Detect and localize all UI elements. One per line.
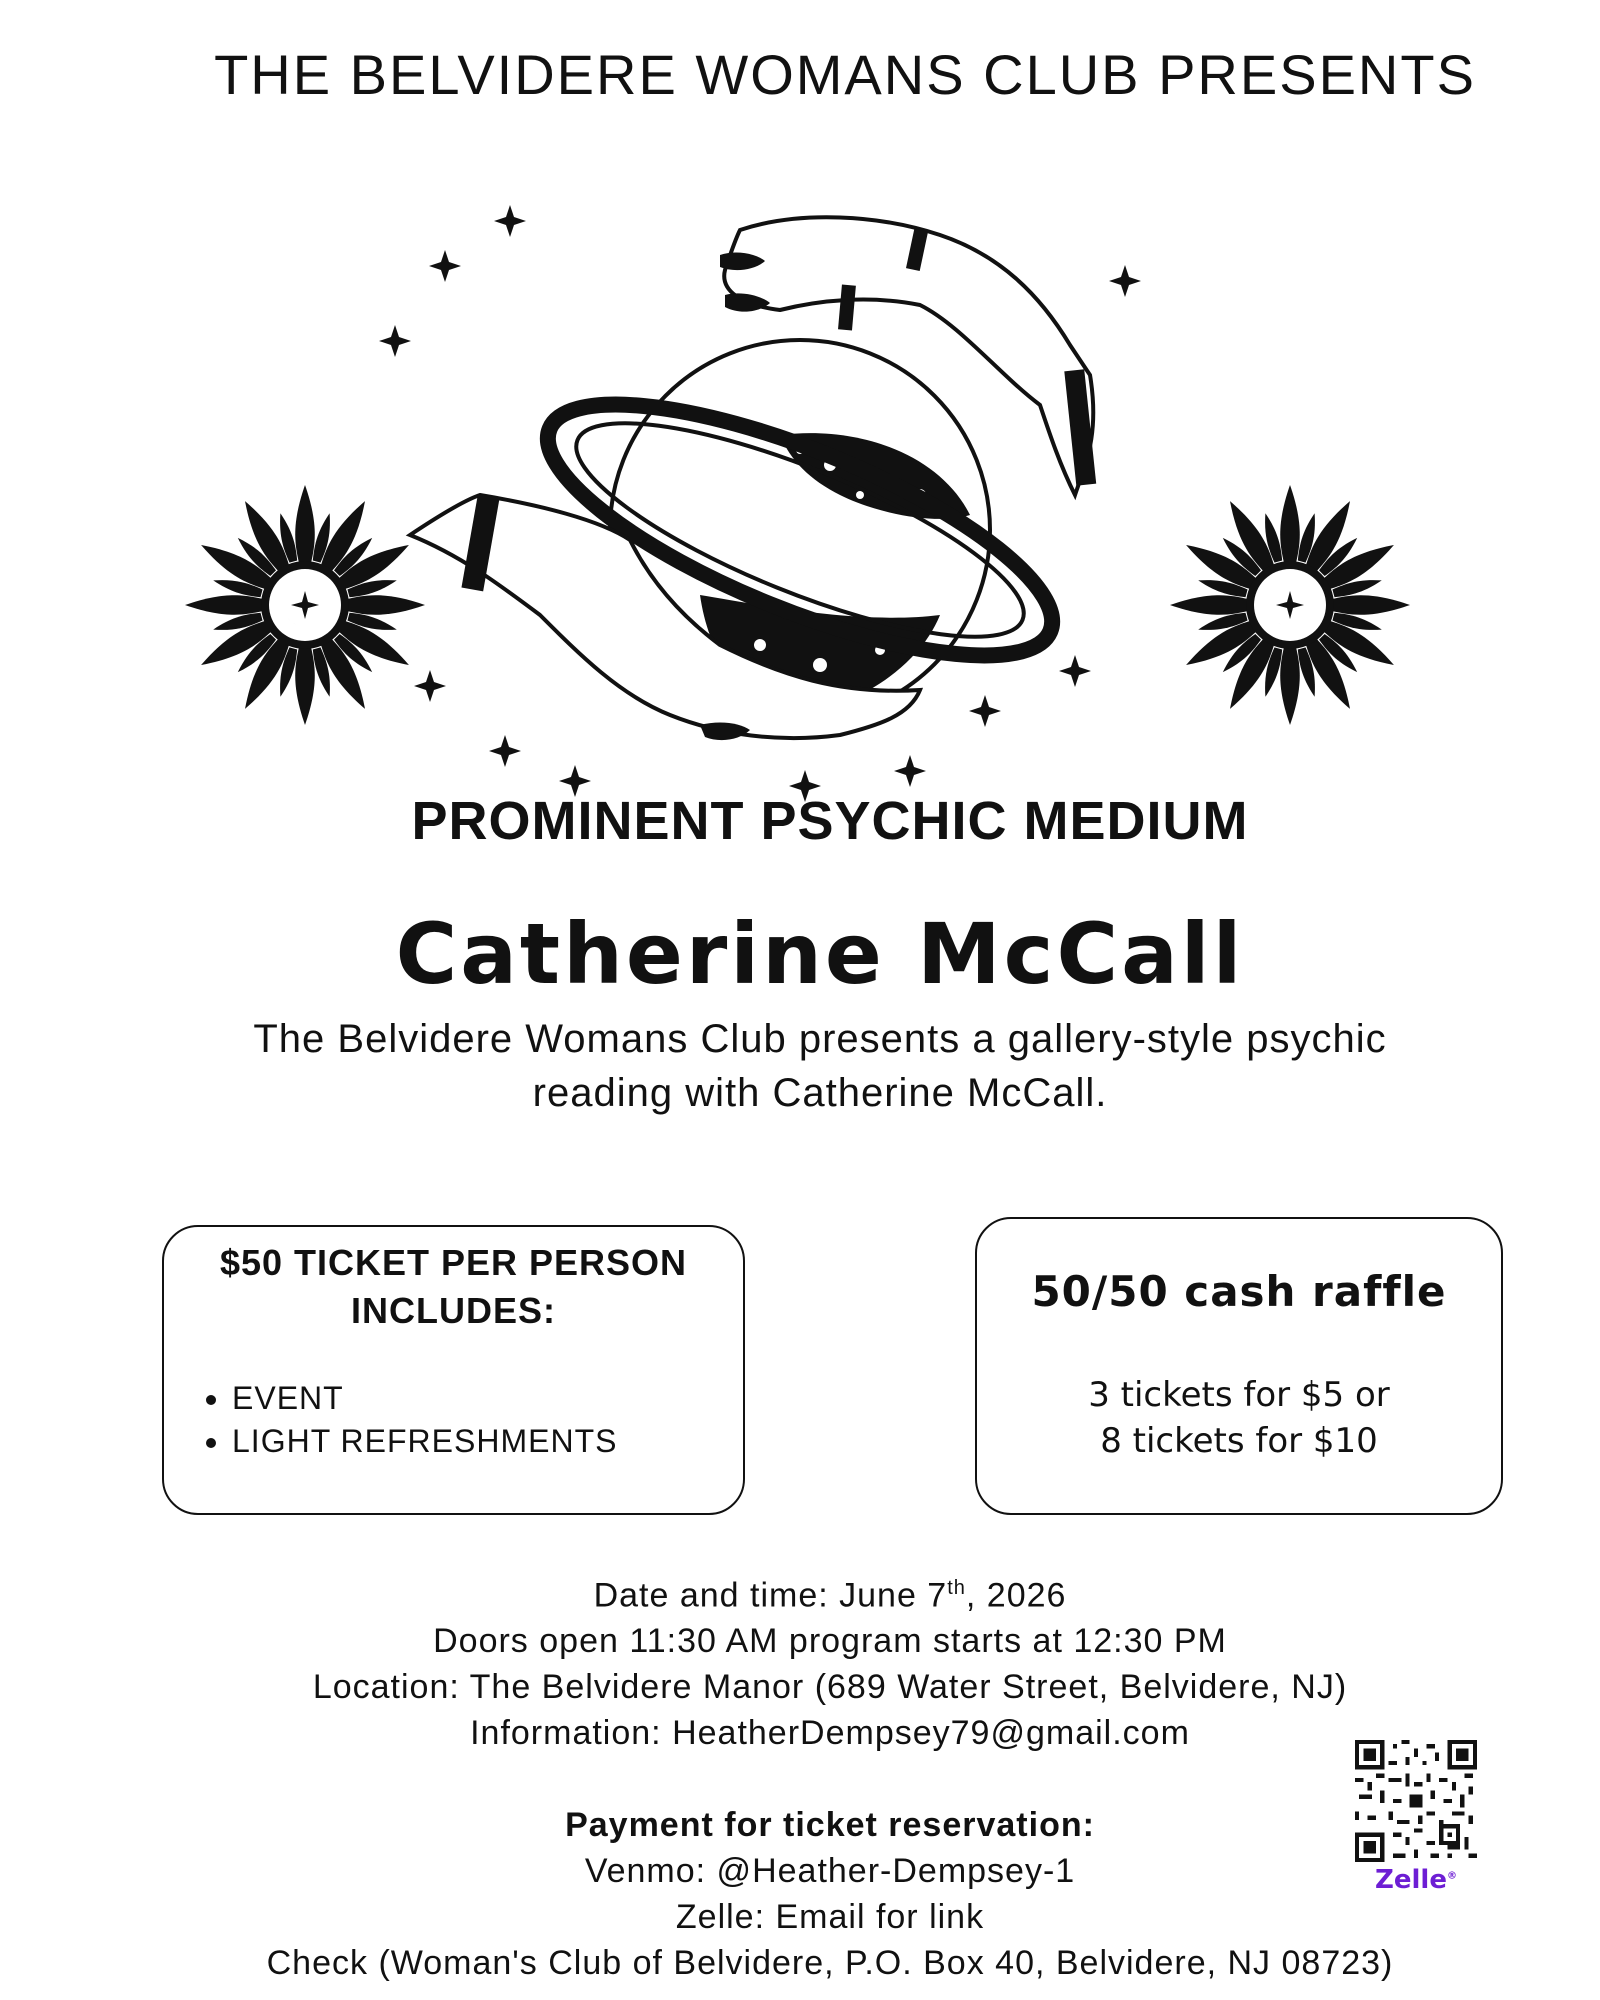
event-description: The Belvidere Womans Club presents a gallery-style psychic reading with Catherine McCall. xyxy=(253,1017,1387,1115)
raffle-title: 50/50 cash raffle xyxy=(1031,1267,1447,1316)
payment-check: Check (Woman's Club of Belvidere, P.O. Box 40, Belvidere, NJ 08723) xyxy=(266,1944,1394,1983)
event-date: Date and time: June 7th, 2026 xyxy=(593,1576,1067,1615)
planet-hands-illustration xyxy=(379,205,1141,802)
page-header: THE BELVIDERE WOMANS CLUB PRESENTS xyxy=(214,43,1476,106)
ticket-info-box xyxy=(162,1225,745,1515)
psychic-artwork xyxy=(180,195,1440,805)
payment-title: Payment for ticket reservation: xyxy=(565,1806,1095,1845)
raffle-price-line: 8 tickets for $10 xyxy=(1100,1421,1378,1461)
event-doors-time: Doors open 11:30 AM program starts at 12:30 PM xyxy=(433,1622,1227,1661)
raffle-box xyxy=(975,1217,1503,1515)
ticket-includes-list xyxy=(164,1377,743,1463)
sun-moon-icon xyxy=(1170,485,1410,725)
payment-venmo: Venmo: @Heather-Dempsey-1 xyxy=(584,1852,1076,1891)
event-contact: Information: HeatherDempsey79@gmail.com xyxy=(470,1714,1190,1753)
ticket-info-title: $50 TICKET PER PERSON INCLUDES: xyxy=(219,1242,688,1331)
list-item: • EVENT xyxy=(232,1377,743,1420)
zelle-logo: Zelle® xyxy=(1375,1865,1457,1895)
raffle-price-line: 3 tickets for $5 or xyxy=(1088,1375,1390,1415)
event-subtitle: PROMINENT PSYCHIC MEDIUM xyxy=(411,791,1249,851)
qr-code-icon xyxy=(1355,1740,1477,1862)
event-location: Location: The Belvidere Manor (689 Water Street, Belvidere, NJ) xyxy=(312,1668,1348,1707)
performer-name: Catherine McCall xyxy=(395,905,1245,1003)
list-item: • LIGHT REFRESHMENTS xyxy=(232,1420,743,1463)
payment-zelle: Zelle: Email for link xyxy=(675,1898,985,1937)
sun-moon-icon xyxy=(185,485,425,725)
